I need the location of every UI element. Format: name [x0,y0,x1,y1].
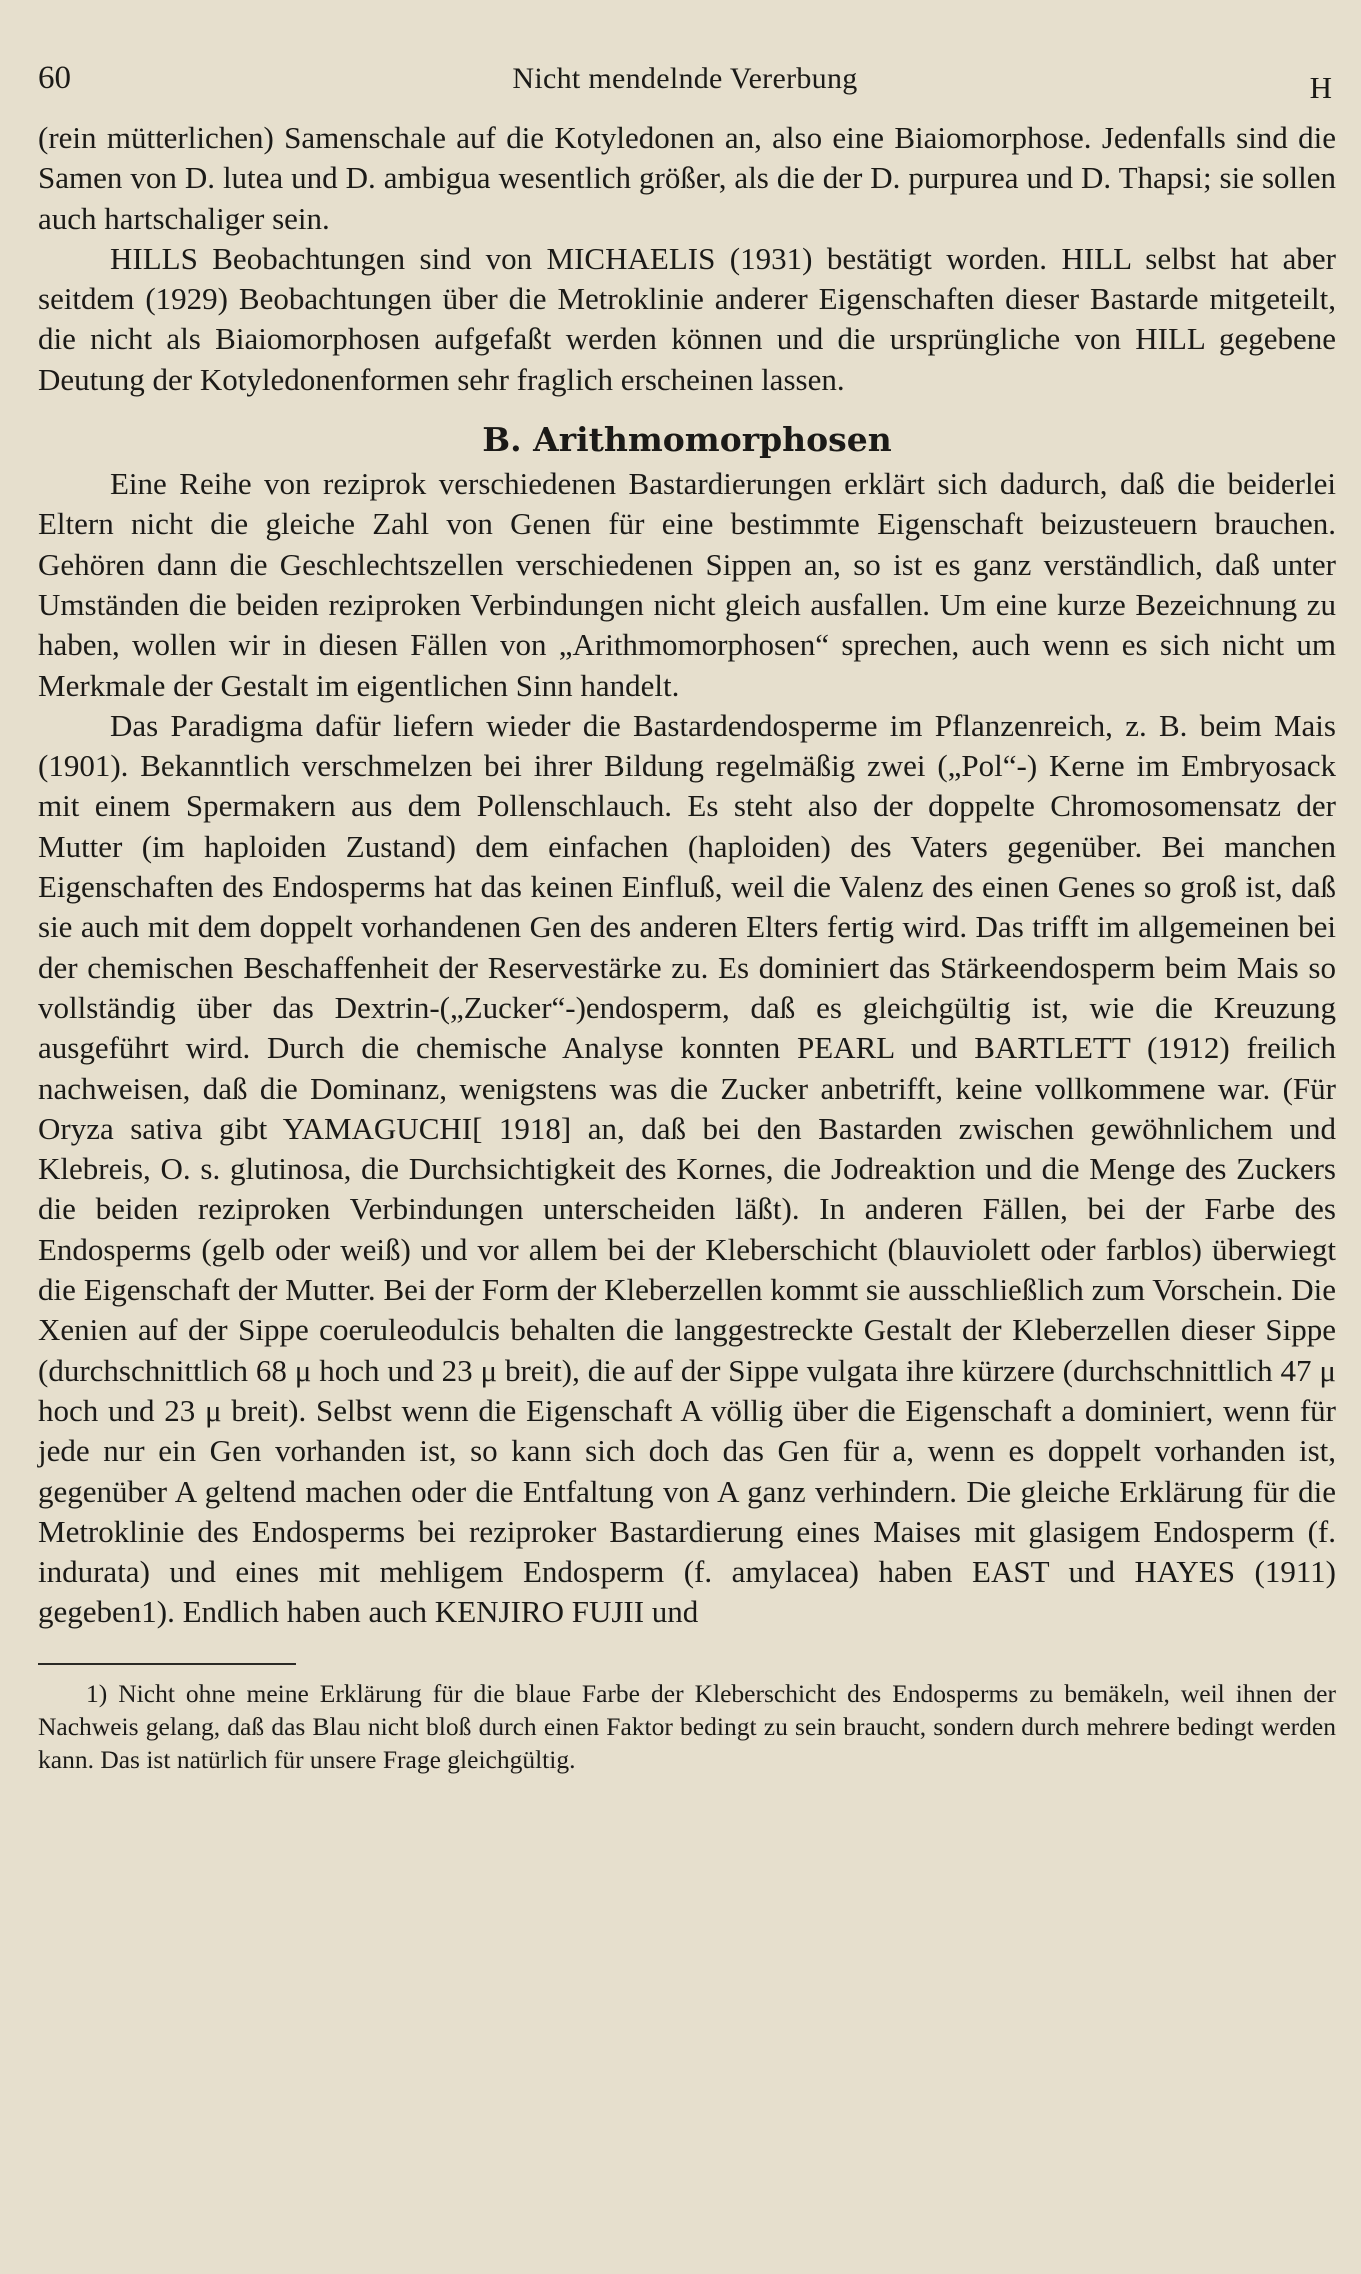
paragraph-arithmomorphosen: Eine Reihe von reziprok verschiedenen Bastardierungen erklärt sich dadurch, daß die beiderlei Eltern nicht die gleiche Zahl von Genen für eine bestimmte Eigenschaft beizusteuern brauchen. Gehören dann die Geschlechtszellen verschiedenen Sippen an, so ist es ganz verständlich, daß unter Umständen die beiden reziproken Verbindungen nicht gleich ausfallen. Um eine kurze Bezeichnung zu haben, wollen wir in diesen Fällen von „Arithmomorphosen“ sprechen, auch wenn es sich nicht um Merkmale der Gestalt im eigentlichen Sinn handelt. [38,466,1336,703]
main-text [38,118,1336,1633]
paragraph-paradigma: Das Paradigma dafür liefern wieder die Bastardendosperme im Pflanzenreich, z. B. beim Mais (1901). Bekanntlich verschmelzen bei ihrer Bildung regelmäßig zwei („Pol“-) Kerne im Embryosack mit einem Spermakern aus dem Pollenschlauch. Es steht also der doppelte Chromosomensatz der Mutter (im haploiden Zustand) dem einfachen (haploiden) des Vaters gegenüber. Bei manchen Eigenschaften des Endosperms hat das keinen Einfluß, weil die Valenz des einen Genes so groß ist, daß sie auch mit dem doppelt vorhandenen Gen des anderen Elters fertig wird. Das trifft im allgemeinen bei der chemischen Beschaffenheit der Reservestärke zu. Es dominiert das Stärkeendosperm beim Mais so vollständig über das Dextrin-(„Zucker“-)endosperm, daß es gleichgültig ist, wie die Kreuzung ausgeführt wird. Durch die chemische Analyse konnten PEARL und BARTLETT (1912) freilich nachweisen, daß die Dominanz, wenigstens was die Zucker anbetrifft, keine vollkommene war. (Für Oryza sativa gibt YAMAGUCHI[ 1918] an, daß bei den Bastarden zwischen gewöhnlichem und Klebreis, O. s. glutinosa, die Durchsichtigkeit des Kornes, die Jodreaktion und die Menge des Zuckers die beiden reziproken Verbindungen unterscheiden läßt). In anderen Fällen, bei der Farbe des Endosperms (gelb oder weiß) und vor allem bei der Kleberschicht (blauviolett oder farblos) überwiegt die Eigenschaft der Mutter. Bei der Form der Kleberzellen kommt sie ausschließlich zum Vorschein. Die Xenien auf der Sippe coeruleodulcis behalten die langgestreckte Gestalt der Kleberzellen dieser Sippe (durchschnittlich 68 μ hoch und 23 μ breit), die auf der Sippe vulgata ihre kürzere (durchschnittlich 47 μ hoch und 23 μ breit). Selbst wenn die Eigenschaft A völlig über die Eigenschaft a dominiert, wenn für jede nur ein Gen vorhanden ist, so kann sich doch das Gen für a, wenn es doppelt vorhanden ist, gegenüber A geltend machen oder die Entfaltung von A ganz verhindern. Die gleiche Erklärung für die Metroklinie des Endosperms bei reziproker Bastardierung eines Maises mit glasigem Endosperm (f. indurata) und eines mit mehligem Endosperm (f. amylacea) haben EAST und HAYES (1911) gegeben1). Endlich haben auch KENJIRO FUJII und [38,707,1336,1630]
footnote-divider [38,1663,296,1665]
paragraph-continued: (rein mütterlichen) Samenschale auf die Kotyledonen an, also eine Biaiomorphose. Jedenfalls sind die Samen von D. lutea und D. ambigua wesentlich größer, als die der D. purpurea und D. Thapsi; sie sollen auch hartschaliger sein. [38,120,1336,236]
running-title: Nicht mendelnde Vererbung [512,62,858,95]
page-number: 60 [38,60,71,96]
section-heading: B. Arithmomorphosen [482,420,892,460]
footnote: 1) Nicht ohne meine Erklärung für die blaue Farbe der Kleberschicht des Endosperms zu bemäkeln, weil ihnen der Nachweis gelang, daß das Blau nicht bloß durch einen Faktor bedingt zu sein braucht, sondern durch mehrere bedingt werden kann. Das ist natürlich für unsere Frage gleichgültig. [38,1678,1336,1774]
paragraph-hill: HILLS Beobachtungen sind von MICHAELIS (1931) bestätigt worden. HILL selbst hat aber seitdem (1929) Beobachtungen über die Metroklinie anderer Eigenschaften dieser Bastarde mitgeteilt, die nicht als Biaiomorphosen aufgefaßt werden können und die ursprüngliche von HILL gegebene Deutung der Kotyledonenformen sehr fraglich erscheinen lassen. [38,240,1336,397]
section-letter: H [1309,70,1332,105]
running-head [38,60,1332,118]
